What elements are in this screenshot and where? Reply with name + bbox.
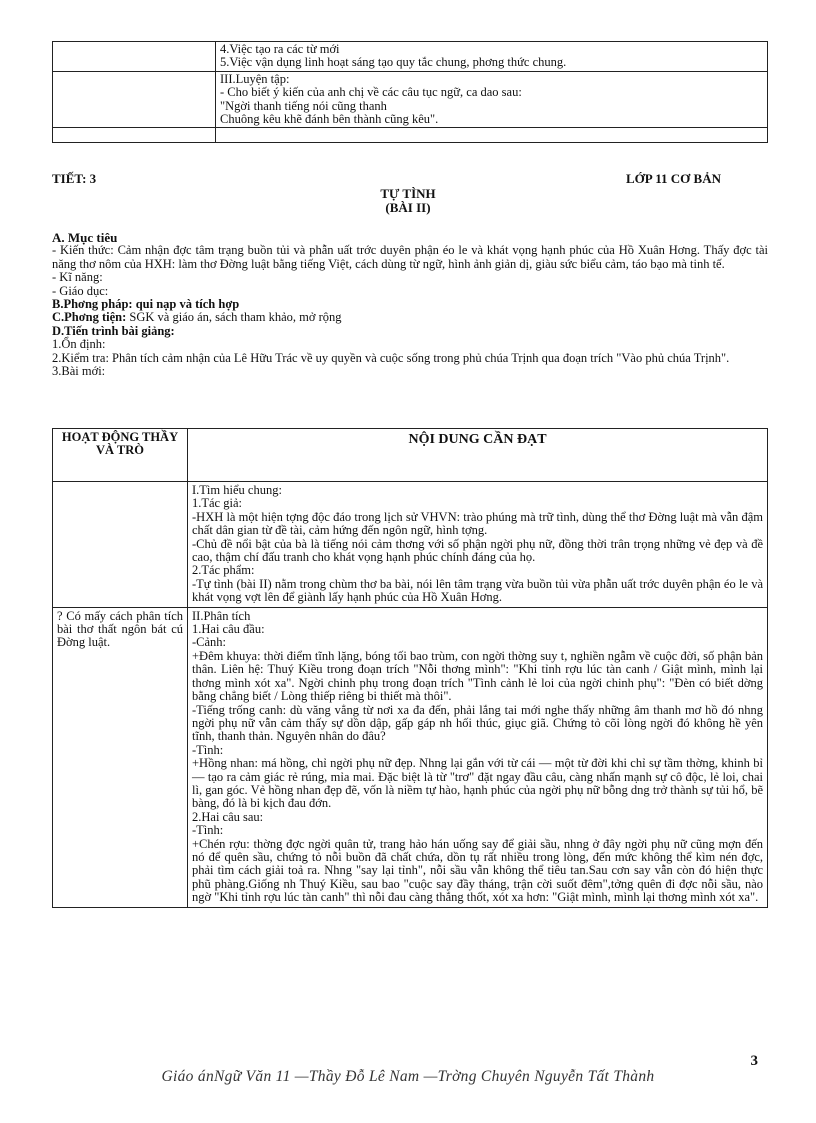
paragraph: +Chén rợu: thờng đợc ngời quân tử, trang hảo hán uống say để giải sầu, nhng ở đây ngời phụ nữ cũng mợn đến nó để quên sầu, chứng tỏ nỗi buồn đã chất chứa, dồn tụ rất nhiều trong lòng, đến mức không thể kìm nén đợc, phải tìm cách giải toả ra. Nhng "say lại tỉnh", nỗi sầu vẫn không thể tiêu tan.Sau cơn say vẫn còn đó hiện thực phũ phàng.Giống nh Thuý Kiều, sau bao "cuộc say đầy tháng, trận cời suốt đêm",tởng quên đi đợc nỗi sầu, nào ngờ "Khi tỉnh rợu lúc tàn canh" thì nỗi đau càng thắng thốt, xót xa hơn: "Giật mình, mình lại thơng mình xót xa".	[192, 836, 763, 905]
paragraph: - Kiến thức: Cảm nhận đợc tâm trạng buồn tủi và phẫn uất trớc duyên phận éo le và khát vọng hạnh phúc của Hồ Xuân Hơng. Thấy đợc tài năng thơ nôm của HXH: làm thơ Đờng luật bằng tiếng Việt, cách dùng từ ngữ, hình ảnh giản dị, giàu sức biểu cảm, táo bạo mà tinh tế.	[52, 243, 768, 271]
table-cell-empty	[216, 128, 768, 143]
list-item: 5.Việc vận dụng linh hoạt sáng tạo quy tắc chung, phơng thức chung.	[220, 55, 567, 70]
table-header-cell	[188, 429, 768, 482]
table-cell	[216, 71, 768, 128]
quote-line: Chuông kêu khẽ đánh bên thành cũng kêu".	[220, 112, 439, 127]
paragraph: -HXH là một hiện tợng độc đáo trong lịch sử VHVN: trào phúng mà trữ tình, dùng thể thơ Đờng luật mà vẫn đậm chất dân gian từ đề tài, cảm hứng đến ngôn ngữ, hình tợng.	[192, 509, 763, 538]
paragraph: - Kĩ năng:	[52, 270, 103, 285]
method-line	[52, 298, 768, 311]
section-heading: D.Tiến trình bài giảng:	[52, 323, 175, 338]
page-subtitle: (BÀI II)	[385, 200, 431, 215]
tools-line	[52, 311, 768, 324]
sub-heading: 2.Tác phẩm:	[192, 563, 255, 578]
sub-heading: -Cảnh:	[192, 635, 227, 650]
method-label: B.Phơng pháp:	[52, 297, 133, 312]
table-row	[53, 71, 768, 128]
paragraph: - Giáo dục:	[52, 283, 109, 298]
table-row	[53, 42, 768, 72]
continuation-table	[52, 41, 768, 143]
column-header-content: NỘI DUNG CẦN ĐẠT	[408, 432, 547, 447]
lesson-intro	[52, 231, 768, 378]
table-row	[53, 128, 768, 143]
sub-heading: 1.Tác giả:	[192, 496, 242, 511]
table-cell	[188, 607, 768, 907]
sub-heading: 2.Hai câu sau:	[192, 809, 264, 824]
page-number: 3	[750, 1053, 758, 1069]
table-cell-empty	[53, 482, 188, 608]
page-footer: Giáo ánNgữ Văn 11 —Thầy Đỗ Lê Nam —Trờng Chuyên Nguyễn Tất Thành	[161, 1068, 655, 1085]
sub-heading: -Tình:	[192, 823, 224, 838]
method-text: qui nạp và tích hợp	[132, 297, 240, 312]
section-heading: III.Luyện tập:	[220, 71, 290, 86]
question-cell: ? Có mấy cách phân tích bài thơ thất ngôn bát cú Đờng luật.	[53, 607, 188, 907]
sub-heading: 1.Hai câu đầu:	[192, 622, 265, 637]
table-header-row	[53, 429, 768, 482]
section-heading: II.Phân tích	[192, 608, 251, 623]
paragraph: +Đêm khuya: thời điểm tĩnh lặng, bóng tối bao trùm, con ngời thờng suy t, nghiền ngẫm về cuộc đời, số phận bản thân. Liên hệ: Thuý Kiều trong đoạn trích "Nỗi thơng mình": "Khi tỉnh rợu lúc tàn canh / Giật mình, mình lại thơng mình xót xa". Ngời chinh phụ trong đoạn trích "Tình cảnh lẻ loi của ngời chinh phụ": "Đèn có biết dờng bằng chẳng biết / Lòng thiếp riêng bi thiết mà thôi".	[192, 648, 763, 704]
paragraph: 1.Ổn định:	[52, 337, 106, 352]
paragraph: -Tiếng trống canh: dù văng vẳng từ nơi xa đa đến, phải lắng tai mới nghe thấy những âm thanh mơ hồ đó nhng ngời phụ nữ vẫn cảm thấy sự dồn dập, gấp gáp nh hối thúc, giục giã. Chứng tỏ cõi lòng ngời đó không hề yên tĩnh, thanh thản. Nguyên nhân do đâu?	[192, 702, 763, 744]
paragraph: -Tự tình (bài II) nằm trong chùm thơ ba bài, nói lên tâm trạng vừa buồn tủi vừa phẫn uất trớc duyên phận éo le và khát vọng vợt lên để giành lấy hạnh phúc của Hồ Xuân Hơng.	[192, 576, 763, 605]
paragraph: +Hồng nhan: má hồng, chỉ ngời phụ nữ đẹp. Nhng lại gắn với từ cái — một từ đời khi chỉ sự tầm thờng, khinh bỉ — tạo ra cảm giác rẻ rúng, mỉa mai. Đặc biệt là từ "trơ" đặt ngay đầu câu, càng nhấn mạnh sự cô độc, lẻ loi, chai lì, gan góc. Vẻ hồng nhan đẹp đẽ, vốn là niềm tự hào, hạnh phúc của ngời phụ nữ bỗng dng trở thành sự tủi hổ, bẽ bàng, đó là bi kịch đau đớn.	[192, 756, 763, 811]
column-header-activity: HOẠT ĐỘNG THẦY VÀ TRÒ	[61, 430, 179, 457]
tools-text: SGK và giáo án, sách tham khảo, mở rộng	[126, 310, 342, 325]
table-cell-empty	[53, 128, 216, 143]
paragraph: - Cho biết ý kiến của anh chị về các câu tục ngữ, ca dao sau:	[220, 85, 522, 100]
class-level: LỚP 11 CƠ BẢN	[626, 171, 721, 186]
lesson-table	[52, 428, 768, 908]
sub-heading: -Tình:	[192, 742, 224, 757]
table-header-cell	[53, 429, 188, 482]
table-cell	[188, 482, 768, 608]
table-row	[53, 607, 768, 907]
table-cell-empty	[53, 71, 216, 128]
paragraph: 2.Kiểm tra: Phân tích cảm nhận của Lê Hữu Trác về uy quyền và cuộc sống trong phủ chúa Trịnh qua đoạn trích "Vào phủ chúa Trịnh".	[52, 350, 730, 365]
page-title: TỰ TÌNH	[380, 186, 436, 201]
list-item: 4.Việc tạo ra các từ mới	[220, 42, 340, 56]
tools-label: C.Phơng tiện:	[52, 310, 127, 325]
lesson-number: TIẾT: 3	[52, 171, 97, 186]
table-row	[53, 482, 768, 608]
paragraph: 3.Bài mới:	[52, 364, 106, 379]
table-cell-empty	[53, 42, 216, 72]
table-cell	[216, 42, 768, 72]
paragraph: -Chủ đề nổi bật của bà là tiếng nói cảm thơng với số phận ngời phụ nữ, đồng thời trân trọng những vẻ đẹp và đề cao, thậm chí đấu tranh cho khát vọng hạnh phúc chính đáng của họ.	[192, 536, 763, 565]
quote-line: "Ngời thanh tiếng nói cũng thanh	[220, 98, 387, 113]
section-heading: A. Mục tiêu	[52, 230, 118, 245]
section-heading: I.Tìm hiểu chung:	[192, 483, 282, 497]
